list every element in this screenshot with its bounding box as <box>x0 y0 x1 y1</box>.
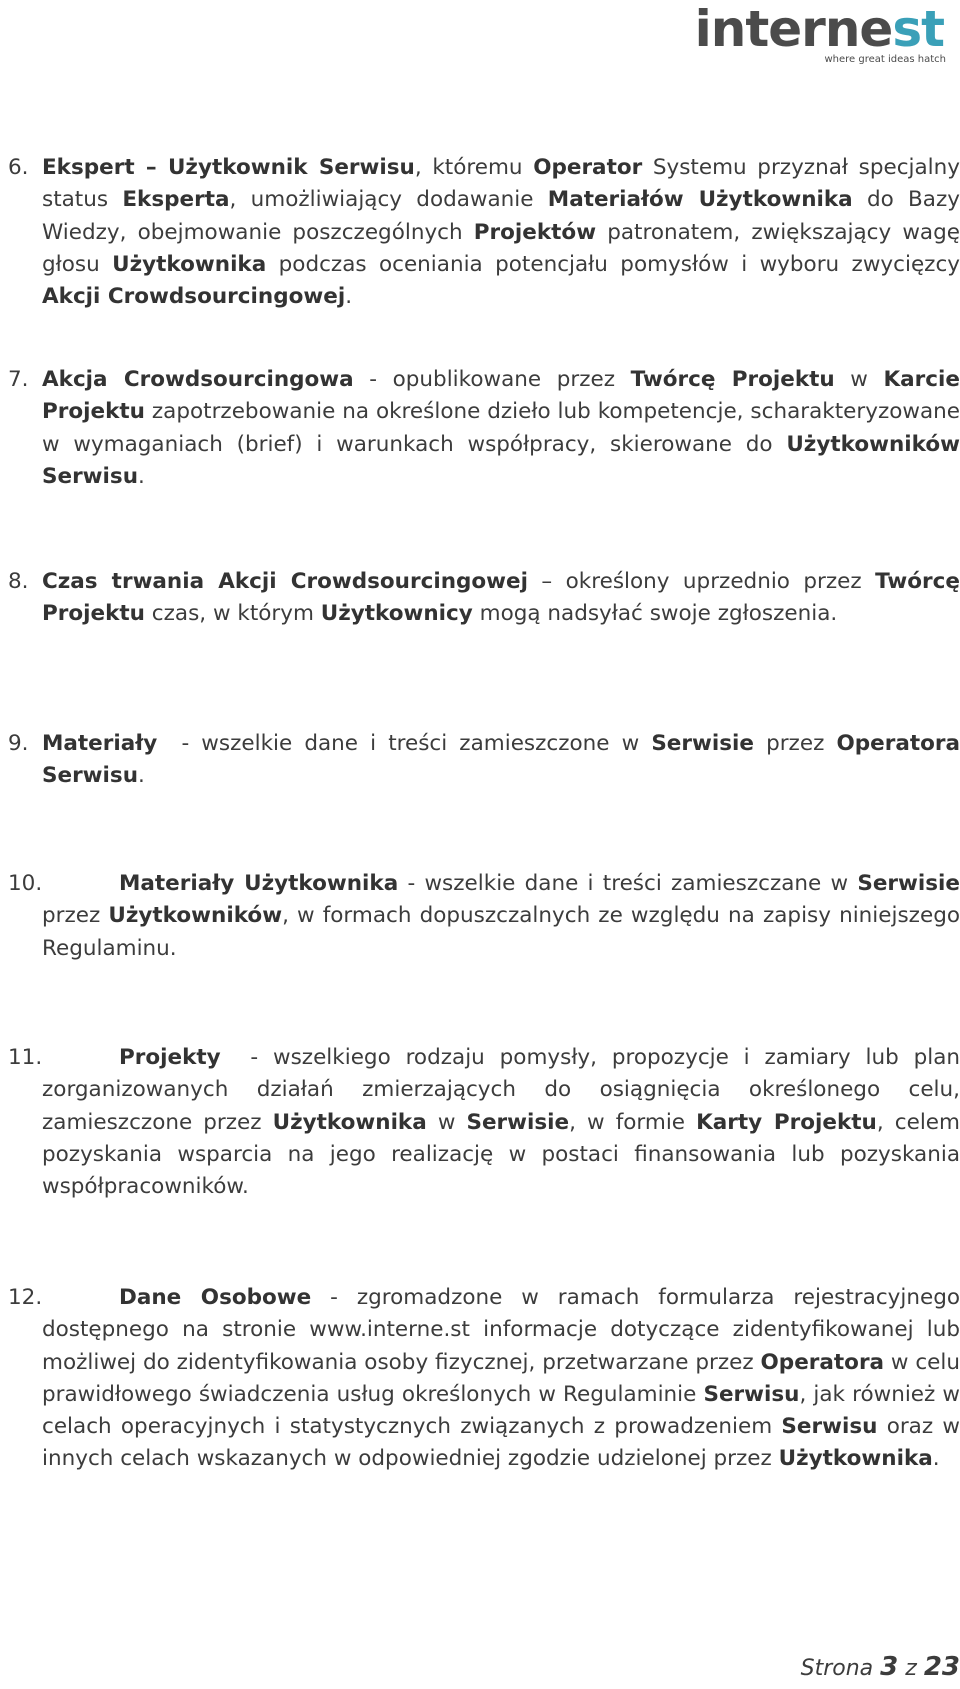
definition-item <box>0 1042 960 1203</box>
definition-text: Materiały - wszelkie dane i treści zamieszczone w Serwisie przez Operatora Serwisu. <box>42 731 960 789</box>
logo-wordmark: internest <box>694 0 944 58</box>
definition-item <box>0 728 960 793</box>
page-number: Strona 3 z 23 <box>800 1652 960 1682</box>
definition-number: 7. <box>8 367 29 392</box>
definition-item <box>0 152 960 313</box>
definition-item <box>0 566 960 631</box>
definition-number: 6. <box>8 155 29 180</box>
definition-item <box>0 1282 960 1476</box>
definition-item <box>0 364 960 493</box>
definition-text: Projekty - wszelkiego rodzaju pomysły, propozycje i zamiary lub plan zorganizowanych działań zmierzających do osiągnięcia określonego celu, zamieszczone przez Użytkownika w Serwisie, w formie Karty Projektu, celem pozyskania wsparcia na jego realizację w postaci finansowania lub pozyskania współpracowników. <box>42 1045 960 1200</box>
definition-number: 12. <box>8 1285 43 1310</box>
definition-text: Czas trwania Akcji Crowdsourcingowej – określony uprzednio przez Twórcę Projektu czas, w którym Użytkownicy mogą nadsyłać swoje zgłoszenia. <box>42 569 960 627</box>
definition-number: 10. <box>8 871 43 896</box>
definition-number: 8. <box>8 569 29 594</box>
definition-number: 9. <box>8 731 29 756</box>
definition-text: Akcja Crowdsourcingowa - opublikowane przez Twórcę Projektu w Karcie Projektu zapotrzebowanie na określone dzieło lub kompetencje, scharakteryzowane w wymaganiach (brief) i warunkach współpracy, skierowane do Użytkowników Serwisu. <box>42 367 960 489</box>
definition-text: Dane Osobowe - zgromadzone w ramach formularza rejestracyjnego dostępnego na stronie www.interne.st informacje dotyczące zidentyfikowanej lub możliwej do zidentyfikowania osoby fizycznej, przetwarzane przez Operatora w celu prawidłowego świadczenia usług określonych w Regulaminie Serwisu, jak również w celach operacyjnych i statystycznych związanych z prowadzeniem Serwisu oraz w innych celach wskazanych w odpowiedniej zgodzie udzielonej przez Użytkownika. <box>42 1285 960 1472</box>
definition-text: Materiały Użytkownika - wszelkie dane i treści zamieszczane w Serwisie przez Użytkowników, w formach dopuszczalnych ze względu na zapisy niniejszego Regulaminu. <box>42 871 960 961</box>
definition-item <box>0 868 960 965</box>
definition-text: Ekspert – Użytkownik Serwisu, któremu Operator Systemu przyznał specjalny status Eksperta, umożliwiający dodawanie Materiałów Użytkownika do Bazy Wiedzy, obejmowanie poszczególnych Projektów patronatem, zwiększający wagę głosu Użytkownika podczas oceniania potencjału pomysłów i wyboru zwycięzcy Akcji Crowdsourcingowej. <box>42 155 960 310</box>
definition-number: 11. <box>8 1045 43 1070</box>
internest-logo <box>694 0 960 66</box>
logo-tagline: where great ideas hatch <box>824 54 946 65</box>
